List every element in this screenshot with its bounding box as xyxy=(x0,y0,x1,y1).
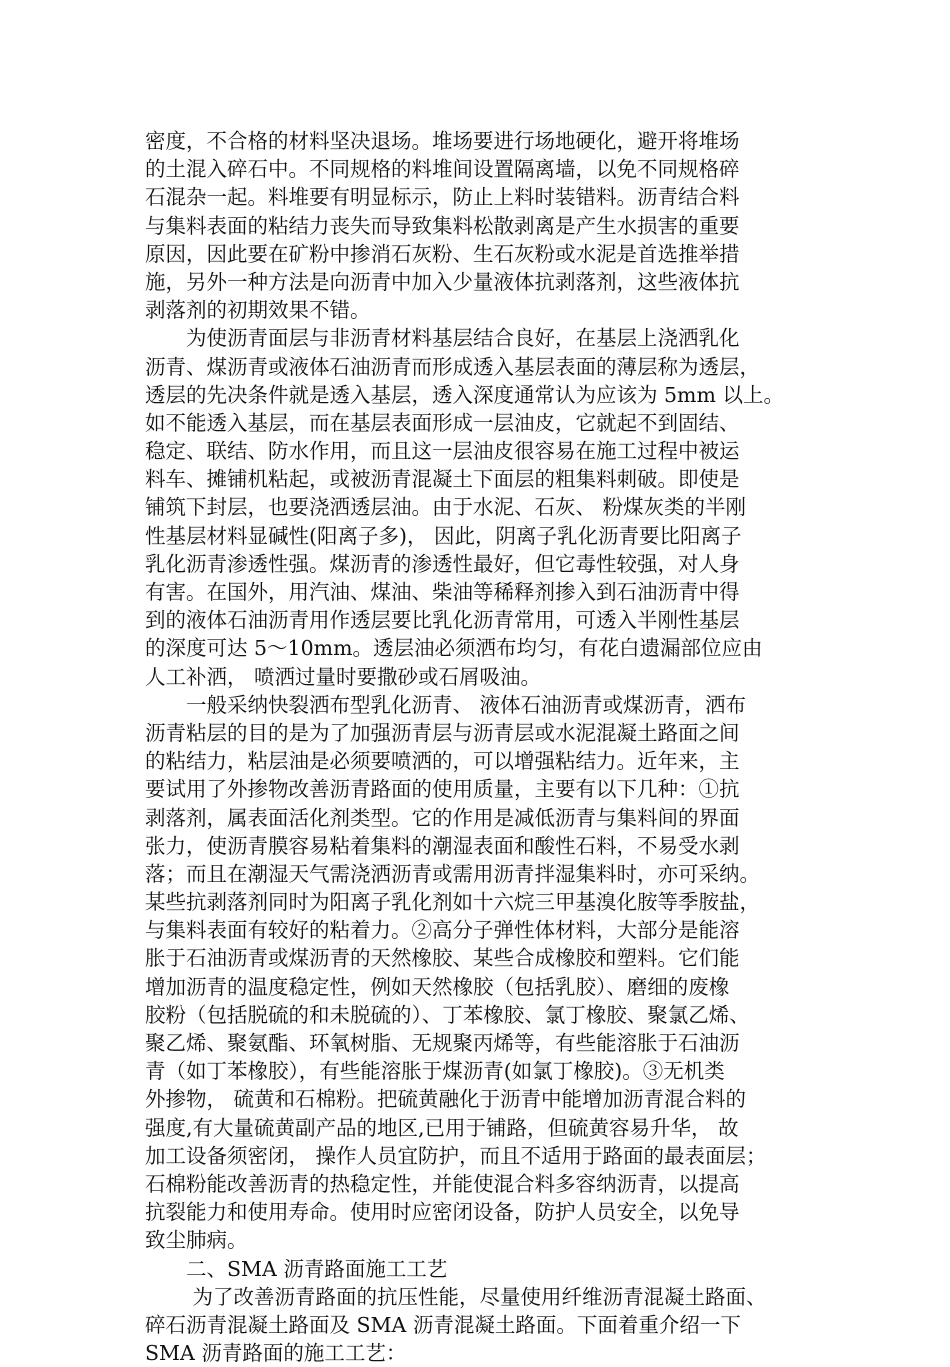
text-line: 的粘结力，粘层油是必须要喷洒的，可以增强粘结力。近年来，主 xyxy=(145,749,740,774)
text-line: 石棉粉能改善沥青的热稳定性，并能使混合料多容纳沥青，以提高 xyxy=(145,1171,740,1196)
text-line: 到的液体石油沥青用作透层要比乳化沥青常用，可透入半刚性基层 xyxy=(145,608,740,633)
text-line: 透层的先决条件就是透入基层，透入深度通常认为应该为 5mm 以上。 xyxy=(145,382,784,407)
text-line: 胶粉（包括脱硫的和未脱硫的）、丁苯橡胶、氯丁橡胶、聚氯乙烯、 xyxy=(145,1002,750,1027)
text-line: 为了改善沥青路面的抗压性能，尽量使用纤维沥青混凝土路面、 xyxy=(145,1284,767,1309)
text-line: 落；而且在潮湿天气需浇洒沥青或需用沥青拌湿集料时，亦可采纳。 xyxy=(145,861,760,886)
text-line: 性基层材料显碱性(阳离子多)， 因此，阴离子乳化沥青要比阳离子 xyxy=(145,523,742,548)
text-line: 料车、摊铺机粘起，或被沥青混凝土下面层的粗集料刺破。即使是 xyxy=(145,467,740,492)
text-line: 为使沥青面层与非沥青材料基层结合良好，在基层上浇洒乳化 xyxy=(145,326,740,351)
text-line: 如不能透入基层，而在基层表面形成一层油皮，它就起不到固结、 xyxy=(145,410,740,435)
text-line: 与集料表面有较好的粘着力。②高分子弹性体材料，大部分是能溶 xyxy=(145,918,740,943)
text-line: 原因，因此要在矿粉中掺消石灰粉、生石灰粉或水泥是首选推举措 xyxy=(145,241,740,266)
text-line: 施，另外一种方法是向沥青中加入少量液体抗剥落剂，这些液体抗 xyxy=(145,269,740,294)
text-line: SMA 沥青路面的施工工艺： xyxy=(145,1341,407,1366)
text-line: 聚乙烯、聚氨酯、环氧树脂、无规聚丙烯等，有些能溶胀于石油沥 xyxy=(145,1031,740,1055)
text-line: 乳化沥青渗透性强。煤沥青的渗透性最好，但它毒性较强，对人身 xyxy=(145,551,740,576)
text-line: 密度，不合格的材料坚决退场。堆场要进行场地硬化，避开将堆场 xyxy=(145,129,740,153)
text-line: 的土混入碎石中。不同规格的料堆间设置隔离墙，以免不同规格碎 xyxy=(145,157,740,182)
text-line: 抗裂能力和使用寿命。使用时应密闭设备，防护人员安全，以免导 xyxy=(145,1200,740,1225)
section-heading: 二、SMA 沥青路面施工工艺 xyxy=(145,1256,448,1281)
text-line: 增加沥青的温度稳定性，例如天然橡胶（包括乳胶）、磨细的废橡 xyxy=(145,974,730,999)
text-line: 胀于石油沥青或煤沥青的天然橡胶、某些合成橡胶和塑料。它们能 xyxy=(145,946,740,971)
text-line: 铺筑下封层，也要浇洒透层油。由于水泥、石灰、 粉煤灰类的半刚 xyxy=(145,495,747,520)
text-line: 稳定、联结、防水作用，而且这一层油皮很容易在施工过程中被运 xyxy=(145,439,740,464)
text-line: 青（如丁苯橡胶），有些能溶胀于煤沥青(如氯丁橡胶)。③无机类 xyxy=(145,1059,725,1084)
text-line: 与集料表面的粘结力丧失而导致集料松散剥离是产生水损害的重要 xyxy=(145,213,740,238)
text-line: 有害。在国外，用汽油、煤油、柴油等稀释剂掺入到石油沥青中得 xyxy=(145,580,740,604)
text-line: 外掺物， 硫黄和石棉粉。把硫黄融化于沥青中能增加沥青混合料的 xyxy=(145,1087,747,1112)
text-line: 沥青、煤沥青或液体石油沥青而形成透入基层表面的薄层称为透层， xyxy=(145,354,760,379)
document-body xyxy=(145,127,825,1367)
text-line: 要试用了外掺物改善沥青路面的使用质量，主要有以下几种：①抗 xyxy=(145,777,740,802)
text-line: 致尘肺病。 xyxy=(145,1228,248,1253)
text-line: 的深度可达 5～10mm。透层油必须洒布均匀，有花白遗漏部位应由 xyxy=(145,636,763,661)
text-line: 张力，使沥青膜容易粘着集料的潮湿表面和酸性石料，不易受水剥 xyxy=(145,833,740,858)
text-line: 一般采纳快裂洒布型乳化沥青、 液体石油沥青或煤沥青，洒布 xyxy=(145,692,747,717)
text-line: 剥落剂的初期效果不错。 xyxy=(145,298,371,323)
text-line: 强度,有大量硫黄副产品的地区,已用于铺路，但硫黄容易升华， 故 xyxy=(145,1115,739,1140)
text-line: 碎石沥青混凝土路面及 SMA 沥青混凝土路面。下面着重介绍一下 xyxy=(145,1312,741,1337)
text-line: 沥青粘层的目的是为了加强沥青层与沥青层或水泥混凝土路面之间 xyxy=(145,720,740,745)
text-line: 石混杂一起。料堆要有明显标示，防止上料时装错料。沥青结合料 xyxy=(145,185,740,210)
text-line: 剥落剂，属表面活化剂类型。它的作用是减低沥青与集料间的界面 xyxy=(145,805,740,830)
text-line: 加工设备须密闭， 操作人员宜防护，而且不适用于路面的最表面层； xyxy=(145,1143,767,1168)
text-line: 人工补洒， 喷洒过量时要撒砂或石屑吸油。 xyxy=(145,664,542,689)
text-line: 某些抗剥落剂同时为阳离子乳化剂如十六烷三甲基溴化胺等季胺盐， xyxy=(145,890,760,915)
